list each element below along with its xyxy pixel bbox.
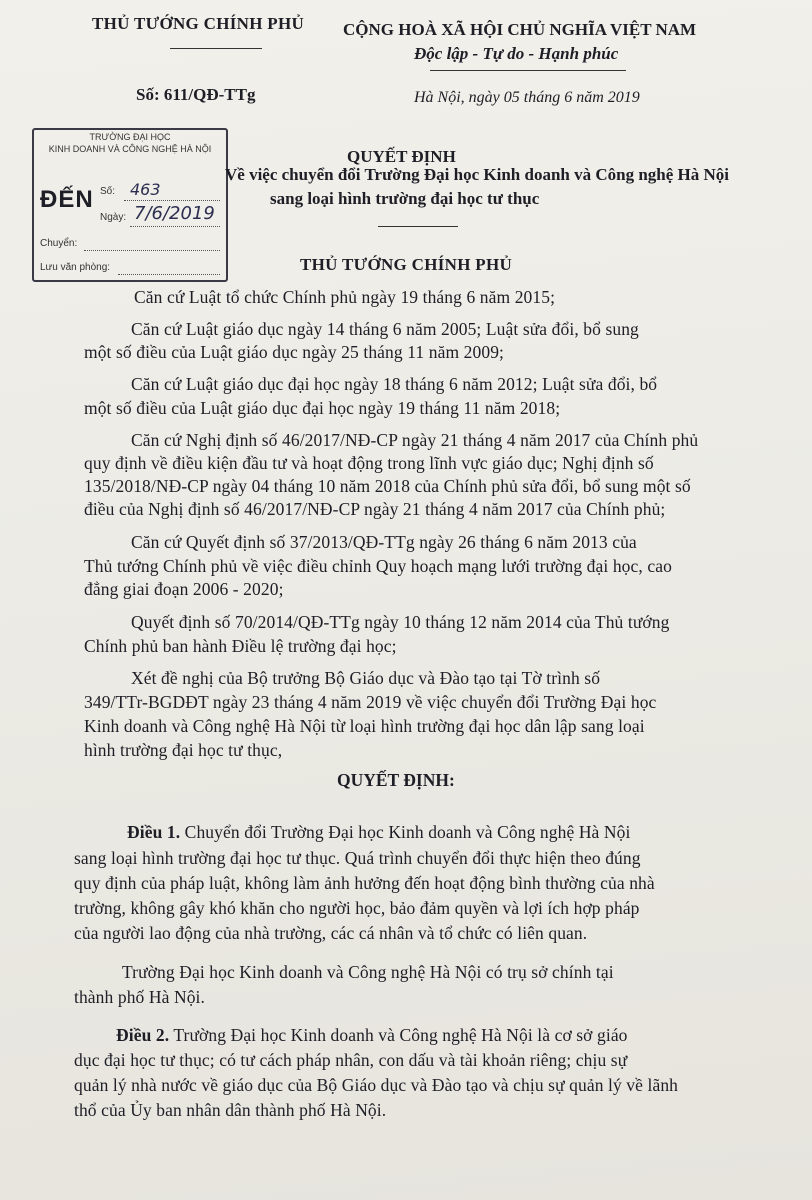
stamp-archive-label: Lưu văn phòng: [40,262,111,273]
preamble-line: Căn cứ Luật giáo dục đại học ngày 18 tháng 6 năm 2012; Luật sửa đổi, bổ [131,374,658,394]
preamble-line: Căn cứ Luật giáo dục ngày 14 tháng 6 năm 2005; Luật sửa đổi, bổ sung [131,319,639,339]
article2-first-line [116,1025,628,1046]
decide-heading: QUYẾT ĐỊNH: [337,770,455,790]
place-date: Hà Nội, ngày 05 tháng 6 năm 2019 [414,89,640,106]
preamble-line: Căn cứ Nghị định số 46/2017/NĐ-CP ngày 21 tháng 4 năm 2017 của Chính phủ [131,430,699,450]
issuer-name: THỦ TƯỚNG CHÍNH PHỦ [92,14,305,33]
preamble-line: Thủ tướng Chính phủ về việc điều chỉnh Quy hoạch mạng lưới trường đại học, cao [84,556,672,576]
decision-heading: QUYẾT ĐỊNH [347,147,456,166]
stamp-number-dots [124,200,220,201]
stamp-number-label: Số: [100,186,116,197]
article2-line: dục đại học tư thục; có tư cách pháp nhân, con dấu và tài khoản riêng; chịu sự [74,1050,628,1070]
article1-line: quy định của pháp luật, không làm ảnh hưởng đến hoạt động bình thường của nhà [74,873,655,893]
preamble-line: Kinh doanh và Công nghệ Hà Nội từ loại hình trường đại học dân lập sang loại [84,716,645,736]
issuer-underline [170,48,262,49]
stamp-date-label: Ngày: [100,212,127,223]
preamble-line: 135/2018/NĐ-CP ngày 04 tháng 10 năm 2018 của Chính phủ sửa đổi, bổ sung một số [84,476,691,496]
stamp-number-value: 463 [130,180,161,199]
preamble-line: Xét đề nghị của Bộ trưởng Bộ Giáo dục và Đào tạo tại Tờ trình số [131,668,601,688]
stamp-org-line1: TRƯỜNG ĐẠI HỌC [89,132,171,142]
preamble-line: đẳng giai đoạn 2006 - 2020; [84,579,284,599]
preamble-line: Chính phủ ban hành Điều lệ trường đại học; [84,636,397,656]
document-number: Số: 611/QĐ-TTg [136,85,256,104]
article1-label: Điều 1. [127,822,181,842]
preamble-line: một số điều của Luật giáo dục đại học ngày 19 tháng 11 năm 2018; [84,398,561,418]
preamble-line: điều của Nghị định số 46/2017/NĐ-CP ngày 21 tháng 4 năm 2017 của Chính phủ; [84,499,666,519]
motto-underline [430,70,626,71]
article1-first-line [127,822,630,843]
article2-line: thổ của Ủy ban nhân dân thành phố Hà Nội. [74,1100,387,1120]
authority-heading: THỦ TƯỚNG CHÍNH PHỦ [300,255,513,274]
article1-para2-line: Trường Đại học Kinh doanh và Công nghệ Hà Nội có trụ sở chính tại [122,962,614,982]
stamp-archive-dots [118,274,220,275]
stamp-transfer-label: Chuyển: [40,238,78,249]
article1-line: sang loại hình trường đại học tư thục. Quá trình chuyển đổi thực hiện theo đúng [74,848,641,868]
stamp-transfer-dots [84,250,220,251]
preamble-line: hình trường đại học tư thục, [84,740,283,760]
preamble-line: một số điều của Luật giáo dục ngày 25 tháng 11 năm 2009; [84,342,505,362]
article1-first-text: Chuyển đổi Trường Đại học Kinh doanh và Công nghệ Hà Nội [180,822,631,842]
stamp-date-value: 7/6/2019 [134,203,215,224]
preamble-line: Căn cứ Quyết định số 37/2013/QĐ-TTg ngày 26 tháng 6 năm 2013 của [131,532,637,552]
article2-label: Điều 2. [116,1025,170,1045]
article1-para2-line: thành phố Hà Nội. [74,987,205,1007]
article2-first-text: Trường Đại học Kinh doanh và Công nghệ Hà Nội là cơ sở giáo [169,1025,628,1045]
preamble-line: quy định về điều kiện đầu tư và hoạt động trong lĩnh vực giáo dục; Nghị định số [84,453,654,473]
preamble-line: Quyết định số 70/2014/QĐ-TTg ngày 10 tháng 12 năm 2014 của Thủ tướng [131,612,670,632]
stamp-den-label: ĐẾN [40,186,94,213]
title-underline [378,226,458,227]
article2-line: quản lý nhà nước về giáo dục của Bộ Giáo dục và Đào tạo và chịu sự quản lý về lãnh [74,1075,679,1095]
preamble-line: 349/TTr-BGDĐT ngày 23 tháng 4 năm 2019 về việc chuyển đổi Trường Đại học [84,692,657,712]
stamp-org-line2: KINH DOANH VÀ CÔNG NGHỆ HÀ NỘI [48,144,212,154]
decision-subject-line1: Về việc chuyển đổi Trường Đại học Kinh doanh và Công nghệ Hà Nội [225,165,730,184]
decision-subject-line2: sang loại hình trường đại học tư thục [270,189,540,208]
stamp-date-dots [130,226,220,227]
received-stamp [32,128,228,282]
national-motto: Độc lập - Tự do - Hạnh phúc [414,44,619,63]
article1-line: trường, không gây khó khăn cho người học, bảo đảm quyền và lợi ích hợp pháp [74,898,640,918]
nation-title: CỘNG HOÀ XÃ HỘI CHỦ NGHĨA VIỆT NAM [343,20,697,39]
article1-line: của người lao động của nhà trường, các cá nhân và tổ chức có liên quan. [74,923,588,943]
preamble-line: Căn cứ Luật tổ chức Chính phủ ngày 19 tháng 6 năm 2015; [134,287,556,307]
